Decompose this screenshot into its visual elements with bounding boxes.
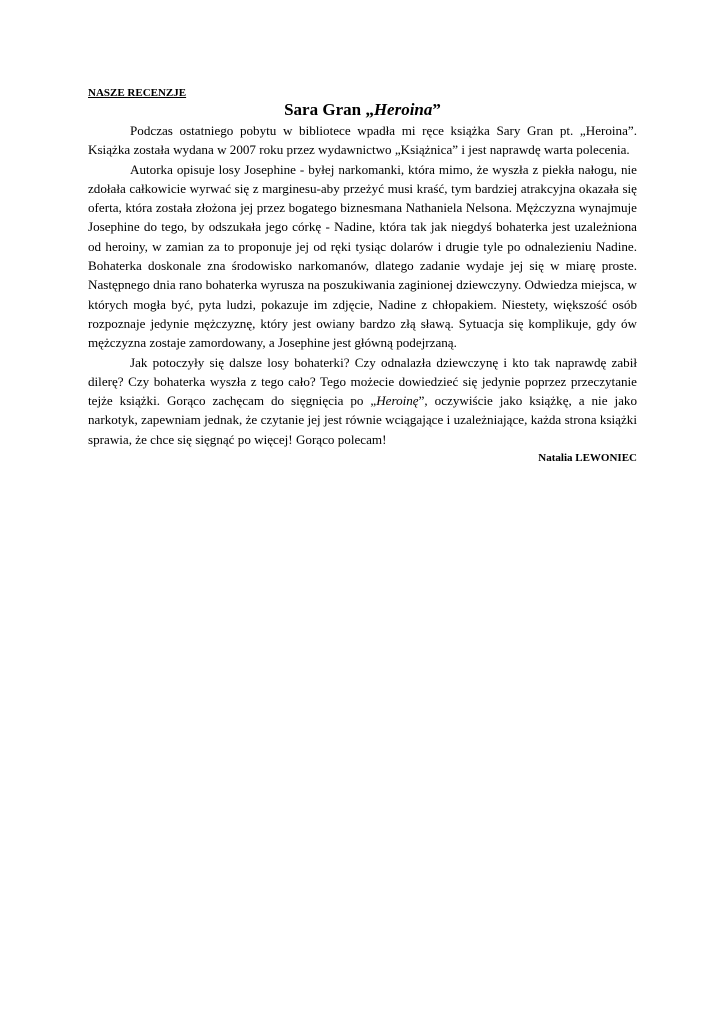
section-label: NASZE RECENZJE bbox=[88, 87, 187, 99]
paragraph-conclusion-book: Heroinę bbox=[376, 393, 419, 409]
review-title-prefix: Sara Gran „ bbox=[284, 100, 374, 119]
review-body bbox=[88, 121, 637, 449]
review-title-book: Heroina bbox=[373, 100, 433, 119]
document-page bbox=[88, 86, 637, 467]
paragraph-plot: Autorka opisuje losy Josephine - byłej narkomanki, która mimo, że wyszła z piekła nałogu, nie zdołała całkowicie wyrwać się z marginesu-aby przeżyć musi kraść, tym bardziej atrakcyjna okazała się oferta, która została złożona jej przez bogatego biznesmana Nathaniela Nelsona. Mężczyzna wynajmuje Josephine do tego, by odszukała jego córkę - Nadine, która tak jak niegdyś bohaterka jest uzależniona od heroiny, w zamian za to proponuje jej od ręki tysiąc dolarów i drugie tyle po odnalezieniu Nadine. Bohaterka doskonale zna środowisko narkomanów, dlatego zadanie wydaje jej się w miarę proste. Następnego dnia rano bohaterka wyrusza na poszukiwania zaginionej dziewczyny. Odwiedza miejsca, w których mogła być, pyta ludzi, pokazuje im zdjęcie, Nadine z chłopakiem. Niestety, większość osób rozpoznaje jedynie mężczyznę, który jest owiany bardzo złą sławą. Sytuacja się komplikuje, gdy ów mężczyzna zostaje zamordowany, a Josephine jest główną podejrzaną. bbox=[88, 161, 637, 351]
review-title-suffix: ” bbox=[432, 100, 441, 119]
review-title bbox=[88, 100, 637, 120]
author-signature: Natalia LEWONIEC bbox=[538, 452, 637, 465]
paragraph-conclusion bbox=[88, 353, 637, 449]
paragraph-intro: Podczas ostatniego pobytu w bibliotece wpadła mi ręce książka Sary Gran pt. „Heroina”. Książka została wydana w 2007 roku przez wydawnictwo „Książnica” i jest naprawdę warta polecenia. bbox=[88, 123, 637, 158]
paragraph-conclusion-before: Jak potoczyły się dalsze losy bohaterki? Czy odnalazła dziewczynę i kto tak naprawdę zabił dilerę? Czy bohaterka wyszła z tego cało? Tego możecie dowiedzieć się jedynie poprzez przeczytanie tejże książki. Gorąco zachęcam do sięgnięcia po „ bbox=[88, 354, 637, 409]
paragraph-conclusion-after: ”, oczywiście jako książkę, a nie jako narkotyk, zapewniam jednak, że czytanie jej jest równie wciągające i uzależniające, każda strona książki sprawia, że chce się sięgnąć po więcej! Gorąco polecam! bbox=[88, 393, 637, 447]
